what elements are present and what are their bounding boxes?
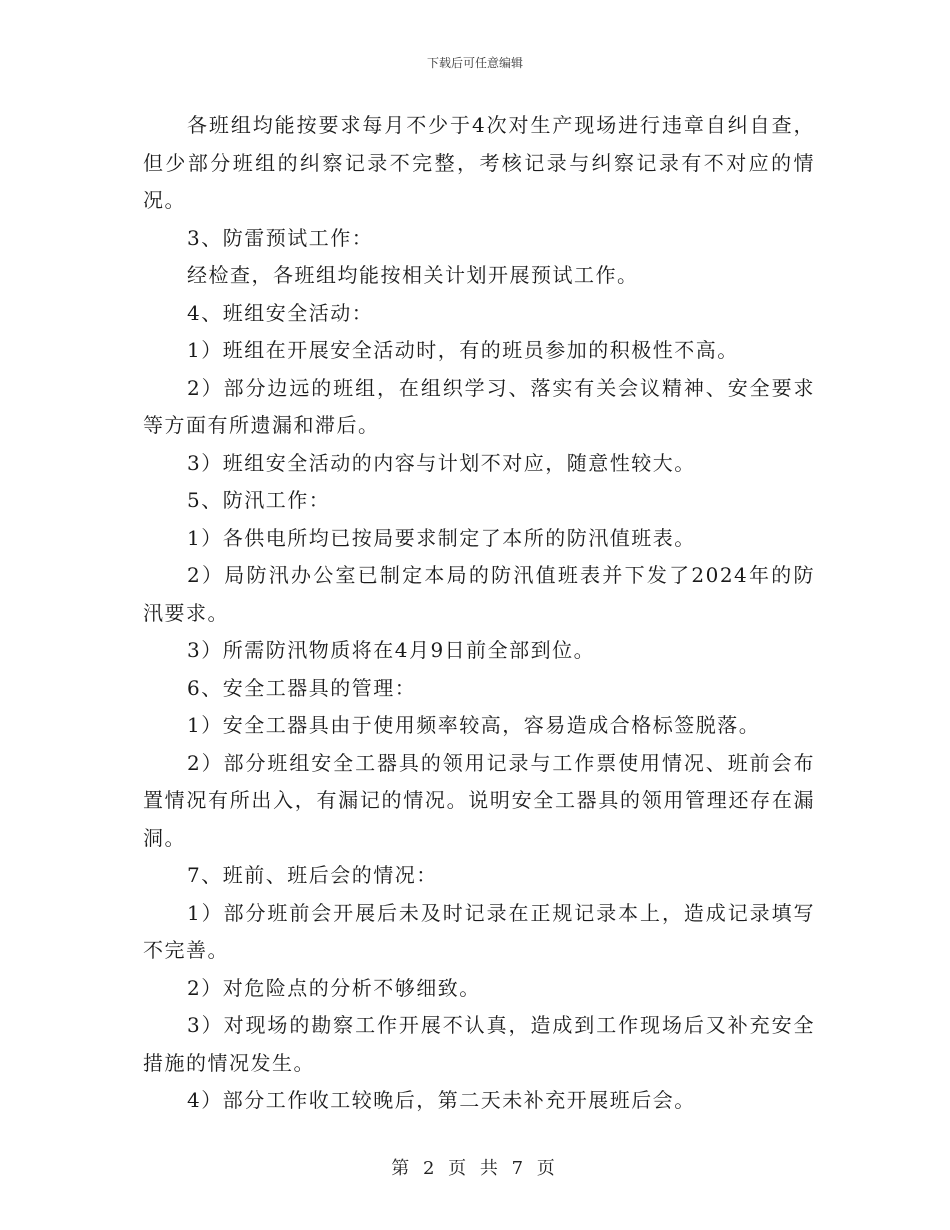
list-item: 1）各供电所均已按局要求制定了本所的防汛值班表。 xyxy=(187,525,696,550)
paragraph: 各班组均能按要求每月不少于4次对生产现场进行违章自纠自查，但少部分班组的纠察记录不完整，考核记录与纠察记录有不对应的情况。 xyxy=(143,113,815,212)
section-heading: 7、班前、班后会的情况： xyxy=(187,863,438,887)
section-heading: 6、安全工器具的管理： xyxy=(187,675,417,700)
list-item: 2）局防汛办公室已制定本局的防汛值班表并下发了2024年的防汛要求。 xyxy=(143,563,815,625)
list-item: 1）部分班前会开展后未及时记录在正规记录本上，造成记录填写不完善。 xyxy=(143,900,815,962)
list-item: 1）安全工器具由于使用频率较高，容易造成合格标签脱落。 xyxy=(187,713,761,737)
list-item: 3）班组安全活动的内容与计划不对应，随意性较大。 xyxy=(187,450,696,475)
page-header: 下载后可任意编辑 xyxy=(426,56,523,70)
document-body xyxy=(143,107,815,1120)
list-item: 4）部分工作收工较晚后，第二天未补充开展班后会。 xyxy=(187,1088,696,1112)
section-heading: 4、班组安全活动： xyxy=(187,300,374,325)
list-item: 2）部分班组安全工器具的领用记录与工作票使用情况、班前会布置情况有所出入，有漏记的情况。说明安全工器具的领用管理还存在漏洞。 xyxy=(143,750,815,850)
section-heading: 3、防雷预试工作： xyxy=(187,225,374,250)
list-item: 2）对危险点的分析不够细致。 xyxy=(187,975,481,1000)
list-item: 2）部分边远的班组，在组织学习、落实有关会议精神、安全要求等方面有所遗漏和滞后。 xyxy=(143,375,815,437)
list-item: 3）所需防汛物质将在4月9日前全部到位。 xyxy=(187,638,596,662)
list-item: 1）班组在开展安全活动时，有的班员参加的积极性不高。 xyxy=(187,338,739,362)
paragraph: 经检查，各班组均能按相关计划开展预试工作。 xyxy=(187,263,639,287)
list-item: 3）对现场的勘察工作开展不认真，造成到工作现场后又补充安全措施的情况发生。 xyxy=(143,1013,815,1075)
section-heading: 5、防汛工作： xyxy=(187,488,331,512)
page-number-footer: 第 2 页 共 7 页 xyxy=(391,1158,559,1179)
